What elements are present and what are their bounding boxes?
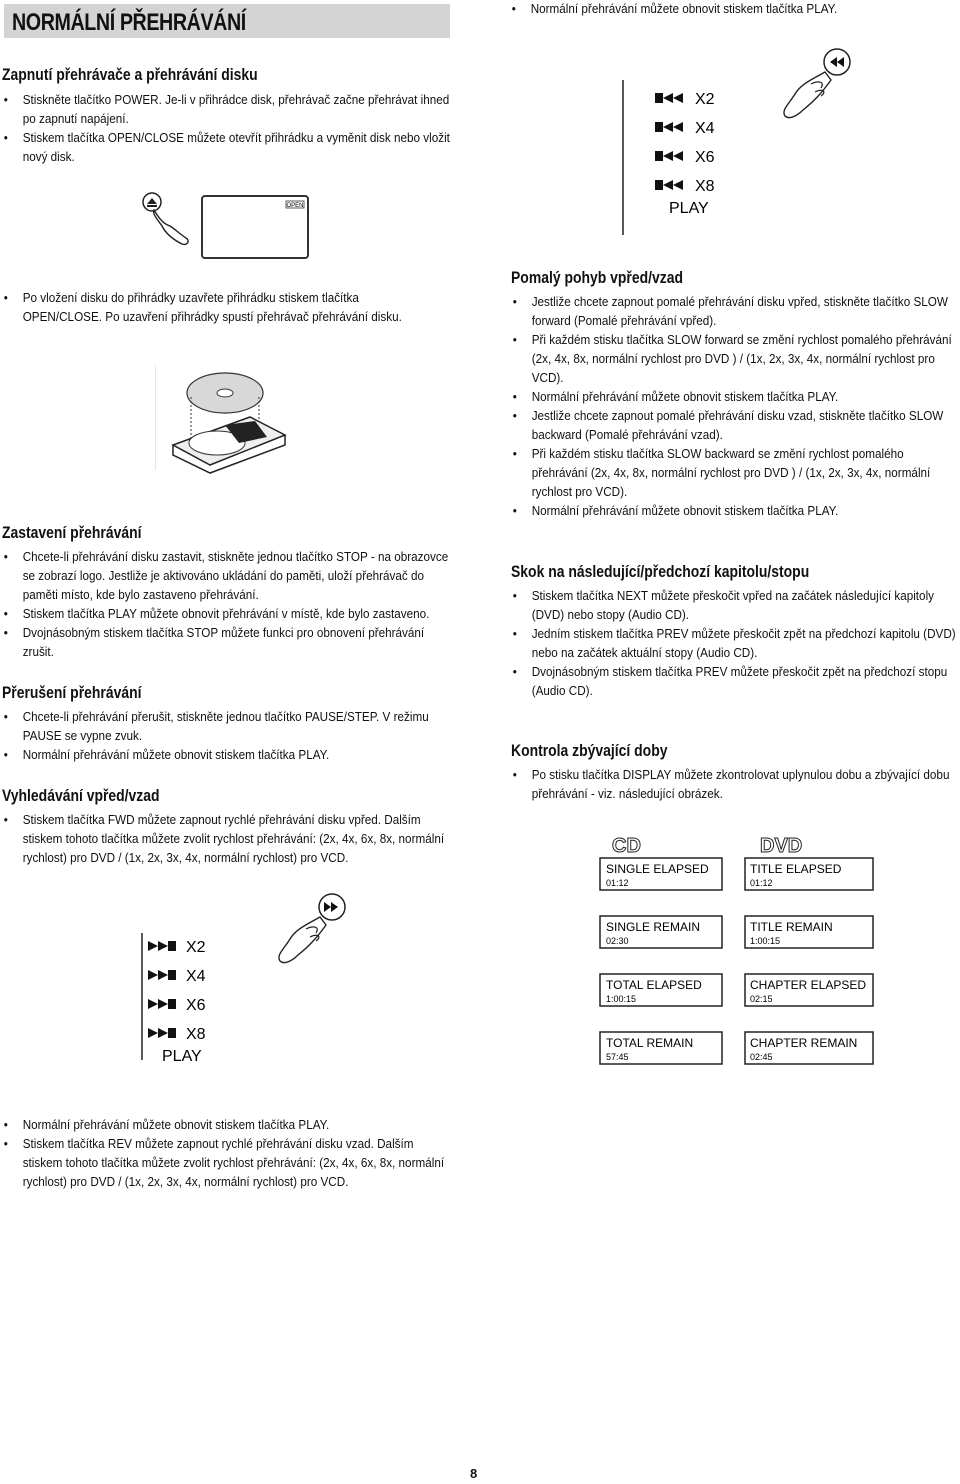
speed-label: X6 <box>695 149 715 166</box>
dvd-title: DVD <box>760 835 803 857</box>
stop-list <box>2 547 450 661</box>
panel-time: 01:12 <box>750 878 773 888</box>
panel-label: TOTAL ELAPSED <box>606 978 702 992</box>
page-title: NORMÁLNÍ PŘEHRÁVÁNÍ <box>12 9 246 36</box>
list-item: • Normální přehrávání můžete obnovit stiskem tlačítka PLAY. <box>511 387 960 406</box>
speed-label: X4 <box>186 968 206 985</box>
list-item: • Normální přehrávání můžete obnovit stiskem tlačítka PLAY. <box>510 0 915 18</box>
dvd-panel <box>745 858 873 890</box>
section-heading-slow: Pomalý pohyb vpřed/vzad <box>511 268 683 287</box>
cd-title: CD <box>612 835 641 857</box>
display-modes-figure <box>590 828 890 1073</box>
cd-panel <box>600 858 722 890</box>
list-item: • Normální přehrávání můžete obnovit stiskem tlačítka PLAY. <box>511 501 960 520</box>
page-number: 8 <box>470 1466 478 1481</box>
page-title-banner <box>4 4 450 38</box>
list-item: • Jestliže chcete zapnout pomalé přehrávání disku vpřed, stiskněte tlačítko SLOW forward (Pomalé přehrávání vpřed). <box>511 292 960 330</box>
section-heading-remain: Kontrola zbývající doby <box>511 741 668 760</box>
list-item: • Chcete-li přehrávání přerušit, stiskněte jednou tlačítko PAUSE/STEP. V režimu PAUSE se vypne zvuk. <box>2 707 450 745</box>
section-heading-search: Vyhledávání vpřed/vzad <box>2 786 160 805</box>
dvd-panel <box>745 916 873 948</box>
speed-label: X2 <box>186 939 206 956</box>
list-item: • Stiskem tlačítka PLAY můžete obnovit přehrávání v místě, kde bylo zastaveno. <box>2 604 450 623</box>
list-item: • Jedním stiskem tlačítka PREV můžete přeskočit zpět na předchozí kapitolu (DVD) nebo na začátek aktuální stopy (Audio CD). <box>511 624 960 662</box>
list-item: • Stiskem tlačítka NEXT můžete přeskočit vpřed na začátek následující kapitoly (DVD) nebo stopy (Audio CD). <box>511 586 960 624</box>
list-item: • Normální přehrávání můžete obnovit stiskem tlačítka PLAY. <box>2 745 450 764</box>
panel-time: 02:45 <box>750 1052 773 1062</box>
speed-label: X4 <box>695 120 715 137</box>
list-item: • Stiskem tlačítka REV můžete zapnout rychlé přehrávání disku vzad. Dalším stiskem tohoto tlačítka můžete zvolit rychlost přehrávání: (2x, 4x, 6x, 8x, normální rychlost) pro DVD / (1x, 2x, 3x, 4x, normální rychlost) pro VCD. <box>2 1134 450 1191</box>
list-item: • Stiskem tlačítka OPEN/CLOSE můžete otevřít přihrádku a vyměnit disk nebo vložit nový disk. <box>2 128 452 166</box>
panel-time: 1:00:15 <box>750 936 781 946</box>
speed-label: X6 <box>186 997 206 1014</box>
disc-tray-illustration <box>155 355 305 475</box>
speed-label: X8 <box>186 1026 206 1043</box>
cd-panel <box>600 916 722 948</box>
skip-list <box>511 586 960 700</box>
section-heading-skip: Skok na následující/předchozí kapitolu/stopu <box>511 562 810 581</box>
panel-label: CHAPTER ELAPSED <box>750 978 867 992</box>
panel-label: SINGLE REMAIN <box>606 920 701 934</box>
search-list <box>2 810 450 867</box>
open-label: OPEN <box>286 203 304 209</box>
power-list <box>2 90 452 166</box>
list-item: • Chcete-li přehrávání disku zastavit, stiskněte jednou tlačítko STOP - na obrazovce se zobrazí logo. Jestliže je aktivováno ukládání do paměti, uloží přehrávač do paměti místo, kde bylo zastaveno přehrávání. <box>2 547 450 604</box>
speed-label: PLAY <box>162 1048 202 1065</box>
panel-time: 57:45 <box>606 1052 629 1062</box>
list-item: • Dvojnásobným stiskem tlačítka PREV můžete přeskočit zpět na předchozí stopu (Audio CD). <box>511 662 960 700</box>
speed-label: X8 <box>695 178 715 195</box>
rev-speed-illustration <box>615 40 865 240</box>
section-heading-pause: Přerušení přehrávání <box>2 683 142 702</box>
fwd-speed-illustration <box>130 885 390 1070</box>
panel-time: 1:00:15 <box>606 994 637 1004</box>
section-heading-stop: Zastavení přehrávání <box>2 523 142 542</box>
pause-list <box>2 707 450 764</box>
list-item: • Po vložení disku do přihrádky uzavřete přihrádku stiskem tlačítka OPEN/CLOSE. Po uzavření přihrádky spustí přehrávač přehrávání disku. <box>2 288 416 326</box>
list-item: • Stiskem tlačítka FWD můžete zapnout rychlé přehrávání disku vpřed. Dalším stiskem tohoto tlačítka můžete zvolit rychlost přehrávání: (2x, 4x, 6x, 8x, normální rychlost) pro DVD / (1x, 2x, 3x, 4x, normální rychlost) pro VCD. <box>2 810 450 867</box>
close-list <box>2 288 416 326</box>
panel-time: 02:15 <box>750 994 773 1004</box>
list-item: • Při každém stisku tlačítka SLOW backward se změní rychlost pomalého přehrávání (2x, 4x, 8x, normální rychlost pro DVD ) / (1x, 2x, 3x, 4x, normální rychlost pro VCD). <box>511 444 960 501</box>
panel-label: TITLE REMAIN <box>750 920 833 934</box>
list-item: • Při každém stisku tlačítka SLOW forward se změní rychlost pomalého přehrávání (2x, 4x, 8x, normální rychlost pro DVD ) / (1x, 2x, 3x, 4x, normální rychlost pro VCD). <box>511 330 960 387</box>
list-item: • Po stisku tlačítka DISPLAY můžete zkontrolovat uplynulou dobu a zbývající dobu přehrávání - viz. následující obrázek. <box>511 765 960 803</box>
list-item: • Normální přehrávání můžete obnovit stiskem tlačítka PLAY. <box>2 1115 450 1134</box>
speed-label: X2 <box>695 91 715 108</box>
list-item: • Stiskněte tlačítko POWER. Je-li v přihrádce disk, přehrávač začne přehrávat ihned po zapnutí napájení. <box>2 90 452 128</box>
open-button-illustration <box>140 190 315 265</box>
top-right-list <box>510 0 915 18</box>
panel-time: 01:12 <box>606 878 629 888</box>
dvd-panel <box>745 974 873 1006</box>
panel-label: TOTAL REMAIN <box>606 1036 694 1050</box>
slow-list <box>511 292 960 520</box>
panel-label: CHAPTER REMAIN <box>750 1036 858 1050</box>
list-item: • Dvojnásobným stiskem tlačítka STOP můžete funkci pro obnovení přehrávání zrušit. <box>2 623 450 661</box>
cd-panel <box>600 974 722 1006</box>
remain-list <box>511 765 960 803</box>
rev-list <box>2 1115 450 1191</box>
panel-label: SINGLE ELAPSED <box>606 862 709 876</box>
dvd-panel <box>745 1032 873 1064</box>
cd-panel <box>600 1032 722 1064</box>
list-item: • Jestliže chcete zapnout pomalé přehrávání disku vzad, stiskněte tlačítko SLOW backward (Pomalé přehrávání vzad). <box>511 406 960 444</box>
section-heading-power: Zapnutí přehrávače a přehrávání disku <box>2 65 258 84</box>
speed-label: PLAY <box>669 200 709 217</box>
panel-label: TITLE ELAPSED <box>750 862 842 876</box>
panel-time: 02:30 <box>606 936 629 946</box>
